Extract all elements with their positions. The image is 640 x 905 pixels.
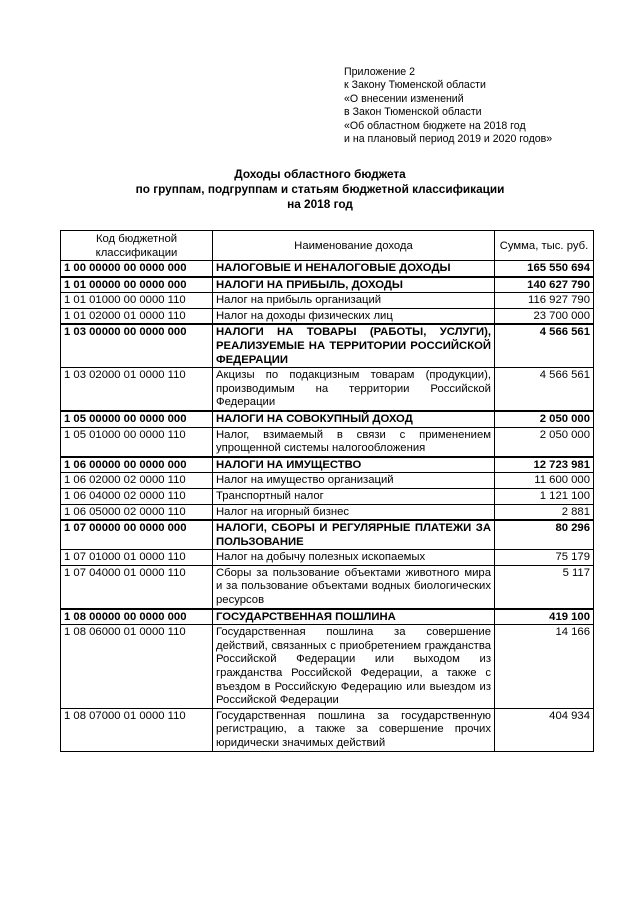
document-title: [0, 167, 640, 212]
cell-code: 1 06 05000 02 0000 110: [61, 504, 213, 520]
cell-sum: 165 550 694: [495, 261, 594, 277]
cell-name: НАЛОГИ НА ИМУЩЕСТВО: [213, 457, 495, 473]
cell-code: 1 08 06000 01 0000 110: [61, 625, 213, 709]
cell-sum: 2 881: [495, 504, 594, 520]
cell-code: 1 08 07000 01 0000 110: [61, 708, 213, 751]
cell-code: 1 05 01000 00 0000 110: [61, 427, 213, 457]
annex-line: и на плановый период 2019 и 2020 годов»: [344, 133, 553, 146]
cell-name: НАЛОГОВЫЕ И НЕНАЛОГОВЫЕ ДОХОДЫ: [213, 261, 495, 277]
header-name: Наименование дохода: [213, 231, 495, 261]
table-row: [61, 488, 594, 504]
table-body: [61, 261, 594, 752]
cell-name: ГОСУДАРСТВЕННАЯ ПОШЛИНА: [213, 609, 495, 625]
cell-sum: 140 627 790: [495, 277, 594, 293]
table-row: [61, 708, 594, 751]
cell-sum: 2 050 000: [495, 411, 594, 427]
cell-name: Налог на игорный бизнес: [213, 504, 495, 520]
cell-code: 1 01 00000 00 0000 000: [61, 277, 213, 293]
table-row: [61, 261, 594, 277]
cell-sum: 4 566 561: [495, 368, 594, 411]
cell-sum: 1 121 100: [495, 488, 594, 504]
table-row: [61, 324, 594, 367]
cell-sum: 14 166: [495, 625, 594, 709]
cell-sum: 404 934: [495, 708, 594, 751]
cell-code: 1 06 04000 02 0000 110: [61, 488, 213, 504]
cell-sum: 419 100: [495, 609, 594, 625]
annex-line: Приложение 2: [344, 66, 415, 78]
header-sum: Сумма, тыс. руб.: [495, 231, 594, 261]
cell-name: НАЛОГИ, СБОРЫ И РЕГУЛЯРНЫЕ ПЛАТЕЖИ ЗА ПОЛЬЗОВАНИЕ: [213, 520, 495, 550]
cell-name: НАЛОГИ НА ПРИБЫЛЬ, ДОХОДЫ: [213, 277, 495, 293]
table-row: [61, 368, 594, 411]
table-row: [61, 411, 594, 427]
annex-line: в Закон Тюменской области: [344, 106, 482, 119]
header-code: Код бюджетной классификации: [61, 231, 213, 261]
table-header-row: [61, 231, 594, 261]
cell-name: Акцизы по подакцизным товарам (продукции), производимым на территории Российской Федерации: [213, 368, 495, 411]
cell-name: НАЛОГИ НА ТОВАРЫ (РАБОТЫ, УСЛУГИ), РЕАЛИЗУЕМЫЕ НА ТЕРРИТОРИИ РОССИЙСКОЙ ФЕДЕРАЦИИ: [213, 324, 495, 367]
table-row: [61, 427, 594, 457]
table-row: [61, 565, 594, 608]
table-row: [61, 625, 594, 709]
cell-sum: 80 296: [495, 520, 594, 550]
table-row: [61, 550, 594, 566]
cell-code: 1 01 01000 00 0000 110: [61, 293, 213, 309]
cell-name: Сборы за пользование объектами животного мира и за пользование объектами водных биологических ресурсов: [213, 565, 495, 608]
cell-code: 1 05 00000 00 0000 000: [61, 411, 213, 427]
table-row: [61, 308, 594, 324]
cell-name: Налог на имущество организаций: [213, 473, 495, 489]
annex-line: «Об областном бюджете на 2018 год: [344, 119, 526, 132]
table-row: [61, 457, 594, 473]
annex-note: [344, 66, 552, 146]
cell-code: 1 03 00000 00 0000 000: [61, 324, 213, 367]
cell-sum: 23 700 000: [495, 308, 594, 324]
title-line: Доходы областного бюджета: [234, 167, 406, 181]
title-line: на 2018 год: [287, 197, 353, 211]
table-row: [61, 293, 594, 309]
table-row: [61, 473, 594, 489]
cell-name: Налог, взимаемый в связи с применением упрощенной системы налогообложения: [213, 427, 495, 457]
cell-code: 1 07 01000 01 0000 110: [61, 550, 213, 566]
annex-line: к Закону Тюменской области: [344, 79, 486, 92]
cell-sum: 12 723 981: [495, 457, 594, 473]
cell-code: 1 07 04000 01 0000 110: [61, 565, 213, 608]
cell-code: 1 06 02000 02 0000 110: [61, 473, 213, 489]
cell-sum: 116 927 790: [495, 293, 594, 309]
cell-code: 1 01 02000 01 0000 110: [61, 308, 213, 324]
cell-name: Государственная пошлина за совершение действий, связанных с приобретением гражданства Российской Федерации или выходом из гражданства Российской Федерации, а также с въездом в Российскую Федерацию или выездом из Российской Федерации: [213, 625, 495, 709]
table-row: [61, 609, 594, 625]
cell-code: 1 07 00000 00 0000 000: [61, 520, 213, 550]
cell-name: Налог на добычу полезных ископаемых: [213, 550, 495, 566]
cell-sum: 5 117: [495, 565, 594, 608]
table-row: [61, 277, 594, 293]
cell-name: Налог на доходы физических лиц: [213, 308, 495, 324]
title-line: по группам, подгруппам и статьям бюджетной классификации: [135, 182, 505, 196]
annex-line: «О внесении изменений: [344, 92, 464, 105]
table-row: [61, 504, 594, 520]
cell-code: 1 08 00000 00 0000 000: [61, 609, 213, 625]
cell-sum: 11 600 000: [495, 473, 594, 489]
cell-code: 1 03 02000 01 0000 110: [61, 368, 213, 411]
cell-sum: 75 179: [495, 550, 594, 566]
table-row: [61, 520, 594, 550]
cell-sum: 2 050 000: [495, 427, 594, 457]
revenue-table: [60, 230, 594, 752]
cell-name: Налог на прибыль организаций: [213, 293, 495, 309]
cell-code: 1 06 00000 00 0000 000: [61, 457, 213, 473]
cell-sum: 4 566 561: [495, 324, 594, 367]
cell-code: 1 00 00000 00 0000 000: [61, 261, 213, 277]
cell-name: Государственная пошлина за государственную регистрацию, а также за совершение прочих юридически значимых действий: [213, 708, 495, 751]
cell-name: НАЛОГИ НА СОВОКУПНЫЙ ДОХОД: [213, 411, 495, 427]
cell-name: Транспортный налог: [213, 488, 495, 504]
